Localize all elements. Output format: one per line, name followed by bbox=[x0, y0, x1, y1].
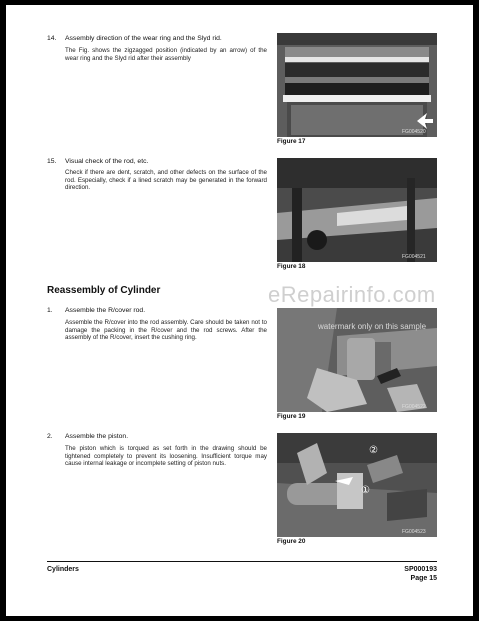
figure-code: FG004522 bbox=[402, 404, 426, 410]
step-body: Assemble the R/cover into the rod assembly. Care should be taken not to damage the packing in the R/cover and the rod screws. After the assembly of the R/cover, insert the cushing ring. bbox=[65, 319, 267, 342]
footer-section: Cylinders bbox=[47, 566, 79, 573]
step-body: The Fig. shows the zigzagged position (indicated by an arrow) of the wear ring and the Slyd rid after their assembly bbox=[65, 47, 267, 62]
figure-code: FG004523 bbox=[402, 529, 426, 535]
figure-20-photo bbox=[277, 433, 437, 537]
watermark-subtext: watermark only on this sample bbox=[318, 322, 427, 331]
figure-code: FG004520 bbox=[402, 129, 426, 135]
figure-caption: Figure 17 bbox=[277, 138, 306, 145]
figure-caption: Figure 19 bbox=[277, 413, 306, 420]
step-title: Visual check of the rod, etc. bbox=[65, 158, 149, 165]
step-body: Check if there are dent, scratch, and other defects on the surface of the rod. Especially, check if a lined scratch may be generated in the forward direction. bbox=[65, 169, 267, 192]
watermark-text: eRepairinfo.com bbox=[268, 282, 436, 307]
figure-code: FG004521 bbox=[402, 254, 426, 260]
callout-1: ① bbox=[361, 485, 370, 496]
figure-caption: Figure 18 bbox=[277, 263, 306, 270]
step-number: 2. bbox=[47, 433, 53, 440]
step-number: 1. bbox=[47, 307, 53, 314]
step-number: 15. bbox=[47, 158, 57, 165]
figure-17-photo bbox=[277, 33, 437, 137]
footer-page-number: Page 15 bbox=[410, 575, 437, 582]
footer-doc-id: SP000193 bbox=[404, 566, 437, 573]
step-number: 14. bbox=[47, 35, 57, 42]
callout-2: ② bbox=[369, 445, 378, 456]
step-body: The piston which is torqued as set forth in the drawing should be tightened completely to prevent its loosening. Insufficient torque may cause internal leakage or incomplete setting of piston nuts. bbox=[65, 445, 267, 468]
step-title: Assemble the piston. bbox=[65, 433, 129, 440]
step-title: Assembly direction of the wear ring and the Slyd rid. bbox=[65, 35, 222, 42]
manual-page bbox=[6, 5, 473, 616]
figure-caption: Figure 20 bbox=[277, 538, 306, 545]
figure-18-photo bbox=[277, 158, 437, 262]
footer-rule bbox=[47, 561, 437, 562]
section-title: Reassembly of Cylinder bbox=[47, 285, 161, 296]
step-title: Assemble the R/cover rod. bbox=[65, 307, 146, 314]
